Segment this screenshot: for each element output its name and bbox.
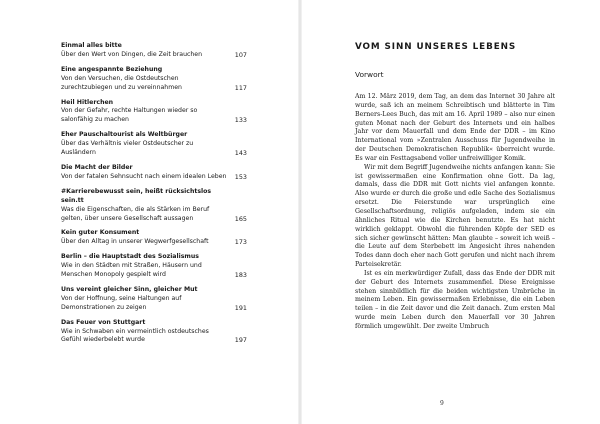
toc-entry-title: Kein guter Konsument [61, 229, 140, 237]
body-paragraph: Wir mit dem Begriff Jugendweihe nichts anfangen kann: Sie ist gewissermaßen eine Konfirmation ohne Gott. Da lag, damals, dass die DDR mit Gott nichts viel anfangen konnte. Also wurde er durch die große und edle Sache des Sozialismus ersetzt. Die Feierstunde war ursprünglich eine Gesellschaftsordnung, religiös aufgeladen, indem sie ein ähnliches Ritual wie die Kirchen benutzte. Es hat nicht wirklich geklappt. Obwohl die führenden Köpfe der SED es sich sicher gewünscht hätten: Man glaubte – soweit ich weiß – die Leute auf dem Sterbebett im Angesicht ihres nahenden Todes dann doch eher nach Gott gerufen und nicht nach ihrem Parteisekretär. [355, 163, 555, 269]
body-paragraph: Am 12. März 2019, dem Tag, an dem das Internet 30 Jahre alt wurde, saß ich an meinem Schreibtisch und blätterte in Tim Berners-Lees Buch, das mit am 16. April 1989 – also nur einen guten Monat nach der Geburt des Internets und ein halbes Jahr vor dem Mauerfall und dem Ende der DDR – im Kino International vom »Zentralen Ausschuss für Jugendweihe in der Deutschen Demokratischen Republik« überreicht wurde. Es war ein Festtagsabend voller unfreiwilliger Komik. [355, 93, 555, 162]
toc-entry-page: 173 [234, 238, 247, 247]
toc-entry-subtitle: Von der fatalen Sehnsucht nach einem idealen Leben [61, 172, 227, 180]
toc-entry-subtitle: Über den Alltag in unserer Wegwerfgesellschaft [61, 238, 209, 246]
toc-entry-page: 117 [234, 83, 247, 92]
toc-entry [61, 188, 247, 224]
chapter-heading: VOM SINN UNSERES LEBENS [355, 42, 517, 52]
toc-entry-subtitle: Was die Eigenschaften, die als Stärken im Beruf gelten, über unsere Gesellschaft aussagen [61, 205, 210, 222]
toc-entry-title: Einmal alles bitte [61, 42, 122, 49]
toc-entry-page: 191 [234, 303, 247, 312]
toc-entry-page: 107 [234, 50, 247, 59]
toc-entry-title: Uns vereint gleicher Sinn, gleicher Mut [61, 285, 198, 293]
toc-entry-title: Heil Hitlerchen [61, 98, 114, 106]
toc-entry-subtitle: Von den Versuchen, die Ostdeutschen zurechtzubiegen und zu vereinnahmen [61, 74, 182, 91]
toc-entry [61, 286, 247, 313]
toc-entry-page: 197 [234, 336, 247, 345]
toc-entry [61, 229, 247, 247]
toc-entry [61, 131, 247, 158]
toc-entry-title: Eher Pauschaltourist als Weltbürger [61, 131, 188, 139]
toc-entry-title: Das Feuer von Stuttgart [61, 318, 146, 326]
body-paragraph: Ist es ein merkwürdiger Zufall, dass das Ende der DDR mit der Geburt des Internets zusammenfiel. Diese Ereignisse stehen sinnbildlich für die beiden wichtigsten Umbrüche in meinem Leben. Ein gewissermaßen Erlebnisse, die ein Leben teilen – in die Zeit davor und die Zeit danach. Zum ersten Mal wurde mein Leben durch den Mauerfall vor 30 Jahren förmlich umgewühlt. Der zweite Umbruch [355, 269, 555, 330]
toc-entry [61, 99, 247, 126]
toc-entry-subtitle: Wie in den Städten mit Straßen, Häusern und Menschen Monopoly gespielt wird [61, 262, 202, 279]
toc-entry-subtitle: Von der Hoffnung, seine Haltungen auf Demonstrationen zu zeigen [61, 294, 182, 311]
toc-entry-subtitle: Von der Gefahr, rechte Haltungen wieder so salonfähig zu machen [61, 107, 198, 124]
right-page [355, 42, 555, 332]
toc-entry-page: 165 [234, 214, 247, 223]
toc-entry-title: Berlin – die Hauptstadt des Sozialismus [61, 253, 199, 261]
toc-entry-title: Die Macht der Bilder [61, 163, 133, 171]
toc-entry-page: 183 [234, 271, 247, 280]
toc-entry [61, 253, 247, 280]
toc-entry-page: 133 [234, 116, 247, 125]
book-gutter [298, 0, 302, 424]
toc-entry-title: Eine angespannte Beziehung [61, 65, 163, 73]
toc-entry-subtitle: Über den Wert von Dingen, die Zeit brauchen [61, 50, 203, 58]
toc-entry-page: 153 [234, 172, 247, 181]
body-text [355, 93, 555, 332]
toc-entry [61, 164, 247, 182]
toc-entry [61, 319, 247, 346]
table-of-contents [61, 42, 247, 351]
page-number: 9 [440, 400, 444, 407]
toc-entry-title: #Karrierebewusst sein, heißt rücksichtslos sein.tt [61, 187, 212, 204]
toc-entry-subtitle: Über das Verhältnis vieler Ostdeutscher zu Ausländern [61, 140, 194, 157]
toc-entry [61, 42, 247, 60]
toc-entry-subtitle: Wie in Schwaben ein vermeintlich ostdeutsches Gefühl wiederbelebt wurde [61, 327, 209, 344]
section-subheading: Vorwort [355, 70, 384, 79]
toc-entry-page: 143 [234, 149, 247, 158]
toc-entry [61, 66, 247, 93]
